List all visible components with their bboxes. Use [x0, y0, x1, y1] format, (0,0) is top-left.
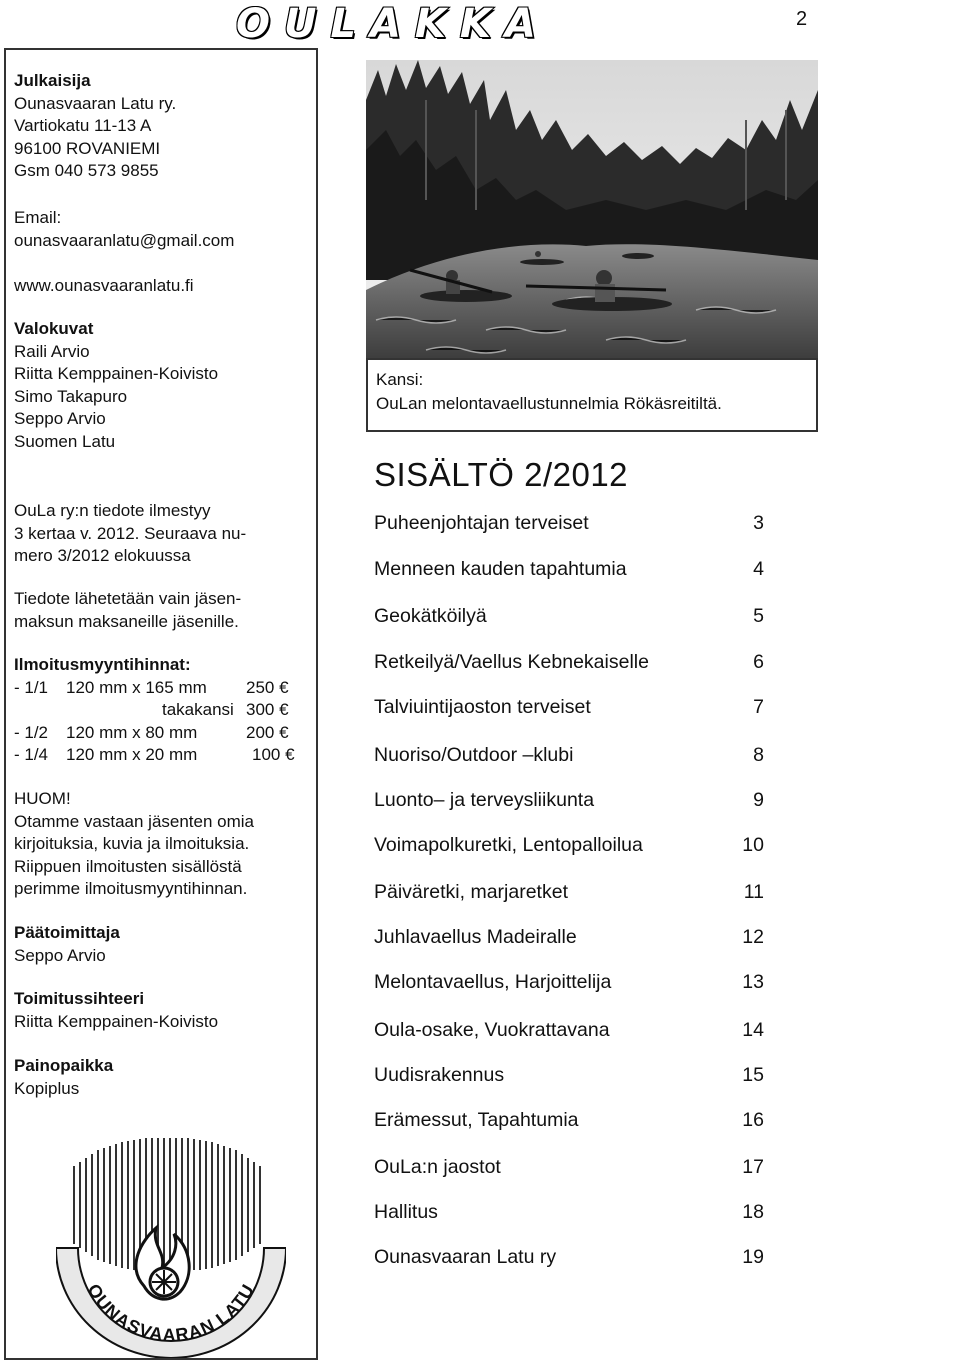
ad-price-row [14, 744, 295, 767]
ad-dims: takakansi [162, 700, 234, 719]
masthead-title: OULAKKA [236, 1, 550, 47]
publisher-line: Ounasvaaran Latu ry. [14, 93, 177, 113]
ad-price: 100 € [252, 745, 295, 764]
toc-item [374, 971, 764, 1001]
toc-item [374, 1156, 764, 1186]
toc-title: SISÄLTÖ 2/2012 [374, 456, 629, 493]
ad-dims: 120 mm x 20 mm [66, 745, 198, 764]
ad-prices-heading: Ilmoitusmyyntihinnat: [14, 655, 191, 674]
notice-section [14, 788, 254, 901]
email-label: Email: [14, 208, 62, 227]
secretary-section [14, 988, 218, 1033]
delivery-line: maksun maksaneille jäsenille. [14, 611, 239, 631]
toc-item-title: Erämessut, Tapahtumia [374, 1109, 579, 1131]
printer-heading: Painopaikka [14, 1056, 114, 1075]
toc-item-page: 4 [753, 558, 764, 580]
cover-caption [366, 358, 818, 432]
bulletin-section [14, 500, 246, 568]
notice-line: Riippuen ilmoitusten sisällöstä [14, 856, 242, 876]
toc-item-title: Talviuintijaoston terveiset [374, 696, 591, 718]
toc-item-title: Päiväretki, marjaretket [374, 881, 568, 903]
ad-price: 250 € [246, 677, 289, 697]
toc-item [374, 651, 764, 681]
toc-item-page: 7 [753, 696, 764, 718]
editor-section [14, 922, 120, 967]
toc-item [374, 558, 764, 588]
masthead [236, 1, 550, 47]
kayak-icon [622, 253, 654, 259]
toc-item [374, 1109, 764, 1139]
delivery-section [14, 588, 241, 633]
toc-item-page: 5 [753, 605, 764, 627]
ad-price-row [14, 699, 295, 722]
toc-item-page: 3 [753, 512, 764, 534]
toc-item [374, 881, 764, 911]
toc-item-title: Melontavaellus, Harjoittelija [374, 971, 612, 993]
toc-item [374, 744, 764, 774]
toc-item-page: 18 [742, 1201, 764, 1223]
ad-dims: 120 mm x 165 mm [66, 677, 207, 697]
ad-price-row [14, 722, 295, 745]
delivery-line: Tiedote lähetetään vain jäsen- [14, 589, 242, 608]
toc-item [374, 926, 764, 956]
ad-size [14, 699, 162, 722]
toc-item-title: Luonto– ja terveysliikunta [374, 789, 595, 811]
secretary-name: Riitta Kemppainen-Koivisto [14, 1011, 219, 1031]
photographer: Suomen Latu [14, 431, 116, 451]
ounasvaaran-latu-logo [56, 1136, 286, 1358]
cover-text: OuLan melontavaellustunnelmia Rökäsreitiltä. [376, 394, 722, 413]
toc-item [374, 512, 764, 542]
toc-item [374, 696, 764, 726]
toc-item-title: Ounasvaaran Latu ry [374, 1246, 557, 1268]
logo-text: OUNASVAARAN LATU [83, 1280, 259, 1346]
ad-size: - 1/4 [14, 745, 49, 764]
notice-line: Otamme vastaan jäsenten omia [14, 811, 255, 831]
toc-item-page: 14 [742, 1019, 764, 1041]
photographer: Seppo Arvio [14, 409, 106, 428]
bulletin-line: OuLa ry:n tiedote ilmestyy [14, 501, 211, 520]
toc-item [374, 1019, 764, 1049]
photographer: Riitta Kemppainen-Koivisto [14, 364, 219, 383]
photographer: Simo Takapuro [14, 386, 128, 406]
toc-item-page: 19 [742, 1246, 764, 1268]
printer-name: Kopiplus [14, 1078, 80, 1098]
toc-item-page: 17 [742, 1156, 764, 1178]
publisher-line: Vartiokatu 11-13 A [14, 116, 152, 135]
toc-item-title: Juhlavaellus Madeiralle [374, 926, 577, 948]
publisher-line: Gsm 040 573 9855 [14, 161, 159, 180]
page-number: 2 [796, 8, 808, 30]
toc-item-page: 12 [742, 926, 764, 948]
toc-item [374, 1064, 764, 1094]
ad-dims: 120 mm x 80 mm [66, 722, 198, 742]
contact-section [14, 207, 234, 252]
toc-item-title: Puheenjohtajan terveiset [374, 512, 589, 534]
email-link[interactable]: ounasvaaranlatu@gmail.com [14, 230, 235, 250]
toc-item-title: Menneen kauden tapahtumia [374, 558, 627, 580]
toc-item-title: Nuoriso/Outdoor –klubi [374, 744, 574, 766]
cover-label: Kansi: [376, 370, 424, 389]
notice-line: perimme ilmoitusmyyntihinnan. [14, 879, 248, 898]
toc-item-title: Geokätköilyä [374, 605, 487, 627]
publisher-heading: Julkaisija [14, 71, 91, 90]
ad-size: - 1/2 [14, 722, 49, 742]
toc-item [374, 605, 764, 635]
toc-item-title: Oula-osake, Vuokrattavana [374, 1019, 610, 1041]
toc-item-page: 15 [742, 1064, 764, 1086]
editor-heading: Päätoimittaja [14, 923, 120, 942]
photographer: Raili Arvio [14, 341, 90, 361]
toc-item-title: Retkeilyä/Vaellus Kebnekaiselle [374, 651, 649, 673]
toc-item-page: 13 [742, 971, 764, 993]
toc-item-title: Uudisrakennus [374, 1064, 505, 1086]
printer-section [14, 1055, 113, 1100]
toc-item-page: 6 [753, 651, 764, 673]
toc-item-title: Hallitus [374, 1201, 438, 1223]
ad-price: 200 € [246, 722, 289, 742]
toc-item [374, 834, 764, 864]
ad-size: - 1/1 [14, 677, 49, 697]
toc-item-page: 9 [753, 789, 764, 811]
toc-item-page: 8 [753, 744, 764, 766]
ad-price: 300 € [246, 700, 289, 719]
toc-item [374, 1246, 764, 1276]
publisher-line: 96100 ROVANIEMI [14, 138, 161, 158]
toc-item [374, 789, 764, 819]
cover-photo [366, 60, 818, 360]
photos-section [14, 318, 218, 453]
toc-item-title: OuLa:n jaostot [374, 1156, 501, 1178]
editor-name: Seppo Arvio [14, 945, 106, 965]
ad-price-row [14, 677, 295, 700]
notice-line: kirjoituksia, kuvia ja ilmoituksia. [14, 834, 250, 853]
toc-item [374, 1201, 764, 1231]
toc-item-title: Voimapolkuretki, Lentopalloilua [374, 834, 643, 856]
toc-item-page: 16 [742, 1109, 764, 1131]
website-link[interactable]: www.ounasvaaranlatu.fi [14, 276, 194, 295]
ad-prices-section [14, 654, 295, 767]
secretary-heading: Toimitussihteeri [14, 989, 145, 1008]
bulletin-line: 3 kertaa v. 2012. Seuraava nu- [14, 523, 247, 543]
bulletin-line: mero 3/2012 elokuussa [14, 546, 191, 565]
publisher-section [14, 70, 176, 183]
notice-heading: HUOM! [14, 789, 71, 808]
photos-heading: Valokuvat [14, 319, 94, 338]
toc-item-page: 10 [742, 834, 764, 856]
toc-item-page: 11 [743, 881, 764, 903]
